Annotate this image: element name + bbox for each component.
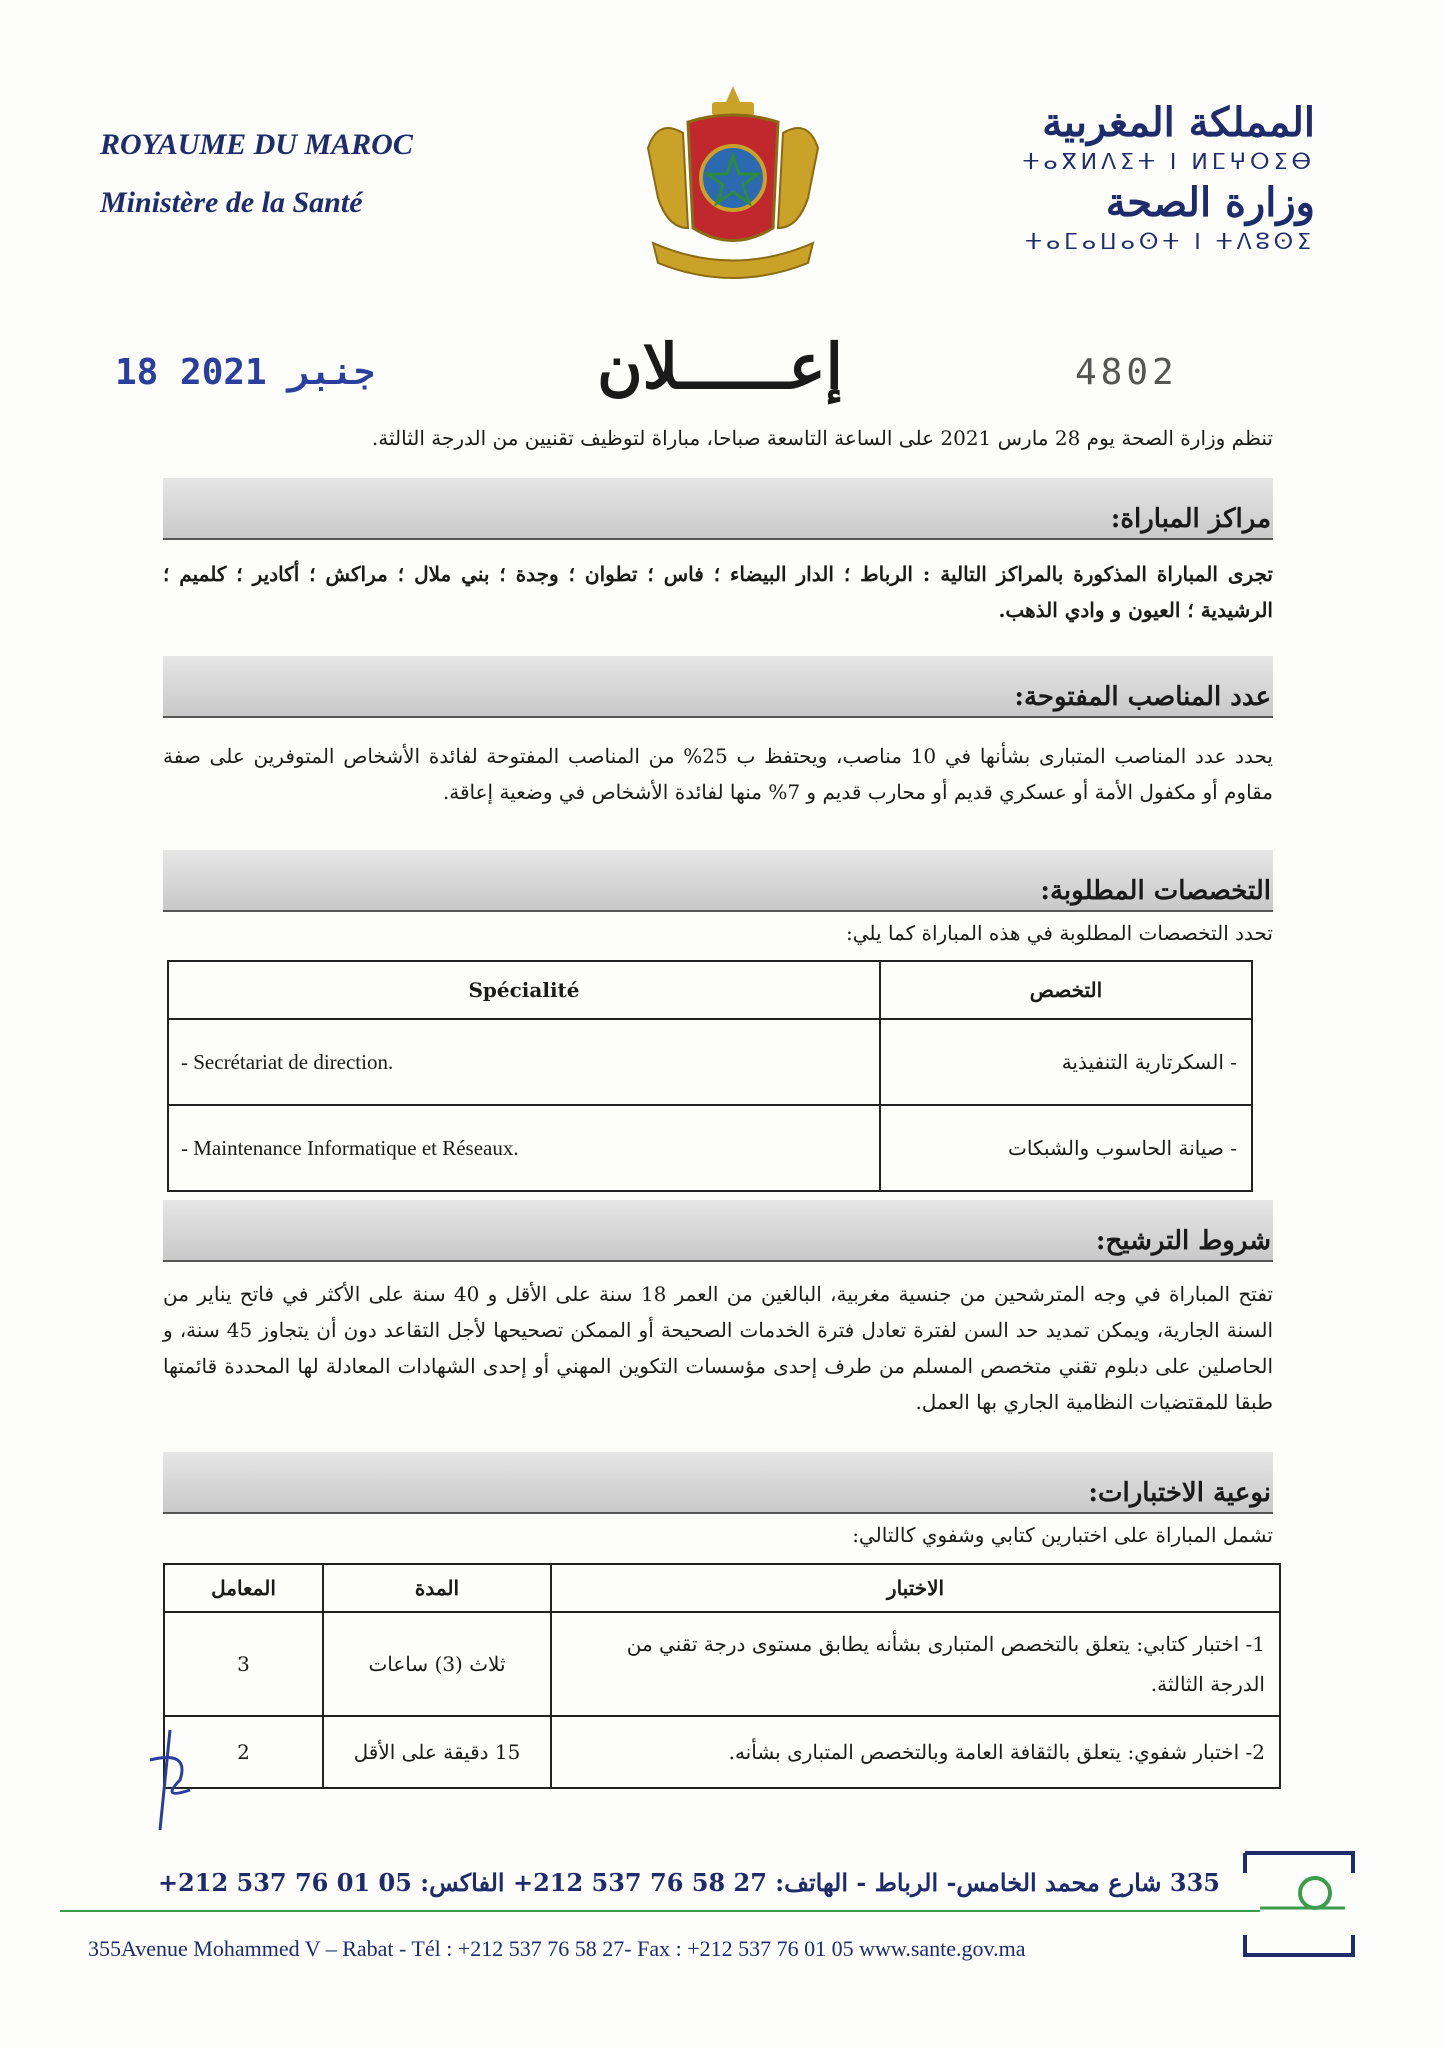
column-header-exam: الاختبار <box>551 1564 1280 1612</box>
specialties-intro: تحدد التخصصات المطلوبة في هذه المباراة كما يلي: <box>845 921 1273 945</box>
ministry-label-fr: Ministère de la Santé <box>100 186 363 219</box>
exams-intro: تشمل المباراة على اختبارين كتابي وشفوي كالتالي: <box>852 1523 1273 1547</box>
specialties-table <box>167 960 1253 1192</box>
centers-paragraph: تجرى المباراة المذكورة بالمراكز التالية : الرباط ؛ الدار البيضاء ؛ فاس ؛ تطوان ؛ وجدة ؛ بني ملال ؛ مراكش ؛ أكادير ؛ كلميم ؛ الرشيدية ؛ العيون و وادي الذهب. <box>163 562 1273 622</box>
column-header-coefficient: المعامل <box>164 1564 323 1612</box>
section-title: عدد المناصب المفتوحة: <box>1014 682 1271 712</box>
kingdom-label-ar: المملكة المغربية <box>1042 99 1315 146</box>
section-header-conditions <box>163 1200 1273 1262</box>
header-french <box>100 130 460 246</box>
footer-address-fr: 355Avenue Mohammed V – Rabat - Tél : +212 537 76 58 27- Fax : +212 537 76 01 05 www.sante.gov.ma <box>88 1936 1026 1961</box>
exam-coefficient: 2 <box>164 1716 323 1788</box>
conditions-paragraph: تفتح المباراة في وجه المترشحين من جنسية مغربية، البالغين من العمر 18 سنة على الأقل و 40 سنة على الأكثر في فاتح يناير من السنة الجارية، ويمكن تمديد حد السن لفترة تعادل فترة الخدمات الصحيحة أو الممكن تصحيحها لأجل التقاعد دون أن يتجاوز 45 سنة، و الحاصلين على دبلوم تقني متخصص المسلم من طرف إحدى مؤسسات التكوين المهني أو إحدى الشهادات المعادلة لها المحددة قائمتها طبقا للمقتضيات النظامية الجاري بها العمل. <box>163 1282 1274 1414</box>
column-header-takhassos: التخصص <box>880 961 1252 1019</box>
table-row <box>168 1019 1252 1105</box>
ministry-logo <box>1240 1848 1358 1960</box>
table-row <box>164 1716 1280 1788</box>
ministry-label-tifinagh: ⵜⴰⵎⴰⵡⴰⵙⵜ ⵏ ⵜⴷⵓⵙⵉ <box>1025 230 1315 255</box>
section-header-specialties <box>163 850 1273 912</box>
footer-divider <box>60 1910 1260 1912</box>
specialty-ar: - السكرتارية التنفيذية <box>880 1019 1252 1105</box>
column-header-duration: المدة <box>323 1564 551 1612</box>
footer-address-ar: 335 شارع محمد الخامس- الرباط - الهاتف: 27 58 76 537 212+ الفاكس: 05 01 76 537 212+ <box>157 1868 1220 1897</box>
header-arabic <box>895 100 1315 260</box>
section-title: التخصصات المطلوبة: <box>1040 876 1271 906</box>
section-header-posts <box>163 656 1273 718</box>
posts-paragraph: يحدد عدد المناصب المتبارى بشأنها في 10 مناصب، ويحتفظ ب 25% من المناصب المفتوحة لفائدة الأشخاص المتوفرين على صفة مقاوم أو مكفول الأمة أو عسكري قديم أو محارب قديم و 7% منها لفائدة الأشخاص في وضعية إعاقة. <box>163 744 1273 804</box>
column-header-specialite: Spécialité <box>168 961 880 1019</box>
signature-scribble <box>130 1720 210 1840</box>
announcement-title: إعــــــلان <box>597 330 843 403</box>
kingdom-label-tifinagh: ⵜⴰⴳⵍⴷⵉⵜ ⵏ ⵍⵎⵖⵔⵉⴱ <box>1022 150 1315 175</box>
specialty-fr: - Secrétariat de direction. <box>168 1019 880 1105</box>
exam-description: 1- اختبار كتابي: يتعلق بالتخصص المتبارى بشأنه يطابق مستوى درجة تقني من الدرجة الثالثة. <box>551 1612 1280 1716</box>
ministry-label-ar: وزارة الصحة <box>1105 179 1315 226</box>
table-header-row <box>168 961 1252 1019</box>
exam-coefficient: 3 <box>164 1612 323 1716</box>
table-row <box>164 1612 1280 1716</box>
date-stamp: 18 جنبر 2021 <box>115 352 376 393</box>
section-header-exams <box>163 1452 1273 1514</box>
exam-duration: ثلاث (3) ساعات <box>323 1612 551 1716</box>
kingdom-label-fr: ROYAUME DU MAROC <box>100 128 413 161</box>
section-header-centers <box>163 478 1273 540</box>
exams-table <box>163 1563 1281 1789</box>
section-title: نوعية الاختبارات: <box>1088 1478 1271 1508</box>
specialty-fr: - Maintenance Informatique et Réseaux. <box>168 1105 880 1191</box>
coat-of-arms-emblem <box>628 78 838 283</box>
table-row <box>168 1105 1252 1191</box>
exam-description: 2- اختبار شفوي: يتعلق بالثقافة العامة وبالتخصص المتبارى بشأنه. <box>551 1716 1280 1788</box>
table-header-row <box>164 1564 1280 1612</box>
specialty-ar: - صيانة الحاسوب والشبكات <box>880 1105 1252 1191</box>
intro-paragraph: تنظم وزارة الصحة يوم 28 مارس 2021 على الساعة التاسعة صباحا، مباراة لتوظيف تقنيين من الدرجة الثالثة. <box>371 426 1273 450</box>
section-title: شروط الترشيح: <box>1095 1226 1271 1256</box>
document-number-stamp: 4802 <box>1075 352 1178 393</box>
exam-duration: 15 دقيقة على الأقل <box>323 1716 551 1788</box>
section-title: مراكز المباراة: <box>1110 504 1271 534</box>
